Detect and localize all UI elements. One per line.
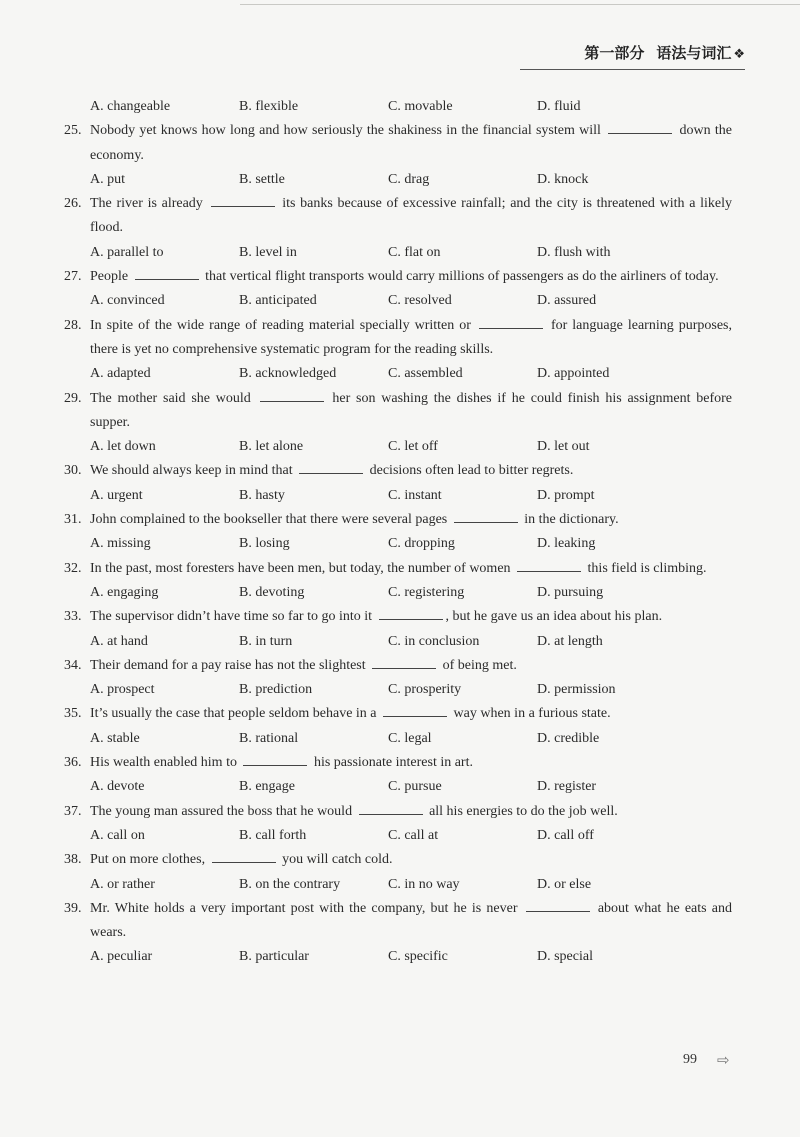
answer-option: D. register [537, 779, 597, 795]
answer-blank [299, 461, 363, 474]
question-number: 33. [64, 609, 82, 625]
answer-option: B. engage [239, 779, 295, 795]
question-text-segment: decisions often lead to bitter regrets. [366, 463, 574, 479]
answer-option: A. put [90, 171, 125, 187]
question-item [64, 95, 732, 119]
diamond-ornament-icon: ❖ [733, 47, 745, 62]
answer-blank [526, 899, 590, 912]
question-text-segment: Mr. White holds a very important post with the company, but he is never [90, 900, 523, 916]
top-rule [240, 4, 800, 5]
question-text [90, 314, 732, 363]
answer-option: C. resolved [388, 293, 452, 309]
question-stem [64, 654, 732, 678]
question-text-segment: His wealth enabled him to [90, 755, 241, 771]
answer-blank [608, 121, 672, 134]
answer-option: A. peculiar [90, 949, 153, 965]
question-text-segment: this field is climbing. [584, 560, 707, 576]
answer-option: A. prospect [90, 682, 155, 698]
section-title: 语法与词汇 [656, 44, 732, 62]
answer-option: A. devote [90, 779, 145, 795]
question-item [64, 557, 732, 606]
answer-option: C. in no way [388, 876, 460, 892]
answer-option: B. on the contrary [239, 876, 341, 892]
question-stem [64, 387, 732, 436]
question-item [64, 702, 732, 751]
question-number: 35. [64, 706, 82, 722]
question-item [64, 800, 732, 849]
answer-option: D. at length [537, 633, 603, 649]
answer-options [64, 873, 732, 897]
answer-option: B. call forth [239, 827, 307, 843]
answer-option: C. specific [388, 949, 448, 965]
question-number: 27. [64, 269, 82, 285]
question-number: 34. [64, 657, 82, 673]
question-number: 31. [64, 512, 82, 528]
answer-option: C. movable [388, 99, 453, 114]
answer-options [64, 484, 732, 508]
question-text [90, 557, 732, 581]
answer-option: C. in conclusion [388, 633, 480, 649]
question-item [64, 654, 732, 703]
answer-option: B. flexible [239, 99, 299, 114]
question-item [64, 848, 732, 897]
answer-blank [211, 194, 275, 207]
answer-blank [383, 704, 447, 717]
question-text-segment: Nobody yet knows how long and how seriously the shakiness in the financial system will [90, 123, 606, 139]
answer-option: C. call at [388, 827, 439, 843]
question-text [90, 654, 732, 678]
question-text-segment: his passionate interest in art. [310, 755, 473, 771]
answer-blank [454, 510, 518, 523]
question-text-segment: all his energies to do the job well. [425, 803, 618, 819]
answer-option: C. registering [388, 584, 465, 600]
question-text-segment: In the past, most foresters have been men, but today, the number of women [90, 560, 515, 576]
question-item [64, 459, 732, 508]
question-stem [64, 702, 732, 726]
question-number: 32. [64, 560, 82, 576]
question-text-segment: that vertical flight transports would carry millions of passengers as do the airliners of today. [201, 269, 719, 285]
question-number: 38. [64, 852, 82, 868]
answer-options [64, 241, 732, 265]
question-text-segment: of being met. [439, 657, 517, 673]
question-stem [64, 800, 732, 824]
answer-options [64, 775, 732, 799]
answer-options [64, 630, 732, 654]
question-text-segment: its banks because of excessive rainfall; and the city is threatened with a likely flood. [90, 196, 732, 236]
question-text [90, 751, 732, 775]
answer-blank [212, 850, 276, 863]
answer-option: D. permission [537, 682, 616, 698]
answer-blank [372, 656, 436, 669]
answer-option: C. instant [388, 487, 442, 503]
question-text-segment: Put on more clothes, [90, 852, 209, 868]
question-text-segment: , but he gave us an idea about his plan. [445, 609, 663, 625]
question-item [64, 387, 732, 460]
answer-option: D. credible [537, 730, 600, 746]
question-stem [64, 557, 732, 581]
answer-option: B. let alone [239, 439, 304, 455]
question-text [90, 265, 732, 289]
answer-option: D. pursuing [537, 584, 604, 600]
question-number: 30. [64, 463, 82, 479]
question-text-segment: It’s usually the case that people seldom behave in a [90, 706, 381, 722]
answer-option: C. pursue [388, 779, 442, 795]
answer-option: D. fluid [537, 99, 581, 114]
question-text-segment: The young man assured the boss that he would [90, 803, 356, 819]
answer-blank [243, 753, 307, 766]
question-text [90, 459, 732, 483]
answer-option: C. drag [388, 171, 430, 187]
question-text-segment: People [90, 269, 132, 285]
question-item [64, 119, 732, 192]
answer-option: A. changeable [90, 99, 171, 114]
question-text-segment: John complained to the bookseller that there were several pages [90, 512, 451, 528]
answer-option: C. assembled [388, 366, 463, 382]
question-stem [64, 897, 732, 946]
section-header [520, 42, 745, 70]
question-stem [64, 119, 732, 168]
answer-option: B. anticipated [239, 293, 317, 309]
question-number: 37. [64, 803, 82, 819]
answer-option: A. adapted [90, 366, 151, 382]
question-stem [64, 314, 732, 363]
answer-options [64, 824, 732, 848]
answer-option: B. particular [239, 949, 309, 965]
question-text-segment: down the economy. [90, 123, 732, 163]
question-number: 36. [64, 755, 82, 771]
question-item [64, 265, 732, 314]
answer-option: A. parallel to [90, 244, 164, 260]
question-stem [64, 265, 732, 289]
answer-options [64, 532, 732, 556]
question-number: 26. [64, 196, 82, 212]
answer-option: D. appointed [537, 366, 610, 382]
answer-option: C. dropping [388, 536, 455, 552]
question-stem [64, 508, 732, 532]
question-item [64, 897, 732, 970]
page-number: 99 [683, 1052, 697, 1067]
answer-options [64, 581, 732, 605]
question-number: 25. [64, 123, 82, 139]
question-number: 39. [64, 900, 82, 916]
question-stem [64, 192, 732, 241]
question-text [90, 387, 732, 436]
question-text-segment: The supervisor didn’t have time so far to go into it [90, 609, 376, 625]
question-item [64, 605, 732, 654]
question-text [90, 508, 732, 532]
answer-options [64, 727, 732, 751]
answer-option: B. devoting [239, 584, 305, 600]
answer-options [64, 95, 732, 119]
answer-option: D. let out [537, 439, 590, 455]
answer-option: A. call on [90, 827, 145, 843]
answer-option: B. hasty [239, 487, 285, 503]
answer-options [64, 362, 732, 386]
question-text-segment: for language learning purposes, there is yet no comprehensive systematic program for the reading skills. [90, 317, 732, 357]
answer-blank [479, 316, 543, 329]
next-page-arrow-icon: ⇨ [717, 1051, 730, 1069]
answer-option: A. or rather [90, 876, 155, 892]
answer-blank [379, 607, 443, 620]
answer-option: C. legal [388, 730, 432, 746]
answer-option: B. level in [239, 244, 297, 260]
answer-option: D. call off [537, 827, 594, 843]
answer-options [64, 289, 732, 313]
question-item [64, 314, 732, 387]
question-text-segment: in the dictionary. [520, 512, 619, 528]
question-item [64, 192, 732, 265]
question-number: 29. [64, 390, 82, 406]
answer-option: C. flat on [388, 244, 441, 260]
answer-options [64, 678, 732, 702]
part-label: 第一部分 [584, 44, 645, 62]
answer-options [64, 168, 732, 192]
answer-option: D. prompt [537, 487, 595, 503]
answer-blank [135, 267, 199, 280]
question-text-segment: Their demand for a pay raise has not the slightest [90, 657, 370, 673]
answer-option: B. in turn [239, 633, 293, 649]
question-text-segment: The river is already [90, 196, 208, 212]
answer-option: D. leaking [537, 536, 596, 552]
answer-options [64, 945, 732, 969]
question-text [90, 192, 732, 241]
answer-option: B. losing [239, 536, 290, 552]
answer-option: A. let down [90, 439, 156, 455]
answer-option: A. engaging [90, 584, 159, 600]
answer-option: B. prediction [239, 682, 313, 698]
question-list [64, 95, 732, 970]
question-item [64, 508, 732, 557]
answer-option: C. prosperity [388, 682, 462, 698]
answer-option: D. special [537, 949, 593, 965]
answer-option: A. urgent [90, 487, 143, 503]
question-text-segment: her son washing the dishes if he could finish his assignment before supper. [90, 390, 732, 430]
answer-option: A. convinced [90, 293, 165, 309]
question-text [90, 702, 732, 726]
answer-option: B. settle [239, 171, 285, 187]
question-stem [64, 848, 732, 872]
answer-option: B. rational [239, 730, 299, 746]
answer-blank [517, 559, 581, 572]
question-stem [64, 459, 732, 483]
question-text [90, 605, 732, 629]
question-text [90, 848, 732, 872]
answer-option: B. acknowledged [239, 366, 337, 382]
answer-option: D. or else [537, 876, 592, 892]
question-text-segment: We should always keep in mind that [90, 463, 297, 479]
answer-options [64, 435, 732, 459]
question-text-segment: In spite of the wide range of reading material specially written or [90, 317, 476, 333]
question-text [90, 119, 732, 168]
question-text-segment: way when in a furious state. [450, 706, 611, 722]
question-text [90, 800, 732, 824]
answer-option: C. let off [388, 439, 438, 455]
question-item [64, 751, 732, 800]
question-number: 28. [64, 317, 82, 333]
answer-option: A. stable [90, 730, 140, 746]
answer-option: D. knock [537, 171, 589, 187]
answer-option: A. missing [90, 536, 151, 552]
answer-option: D. flush with [537, 244, 611, 260]
question-text-segment: The mother said she would [90, 390, 257, 406]
question-stem [64, 751, 732, 775]
answer-blank [359, 802, 423, 815]
question-text-segment: you will catch cold. [278, 852, 393, 868]
question-text [90, 897, 732, 946]
question-text-segment: about what he eats and wears. [90, 900, 732, 941]
answer-blank [260, 389, 324, 402]
question-stem [64, 605, 732, 629]
answer-option: D. assured [537, 293, 597, 309]
answer-option: A. at hand [90, 633, 148, 649]
